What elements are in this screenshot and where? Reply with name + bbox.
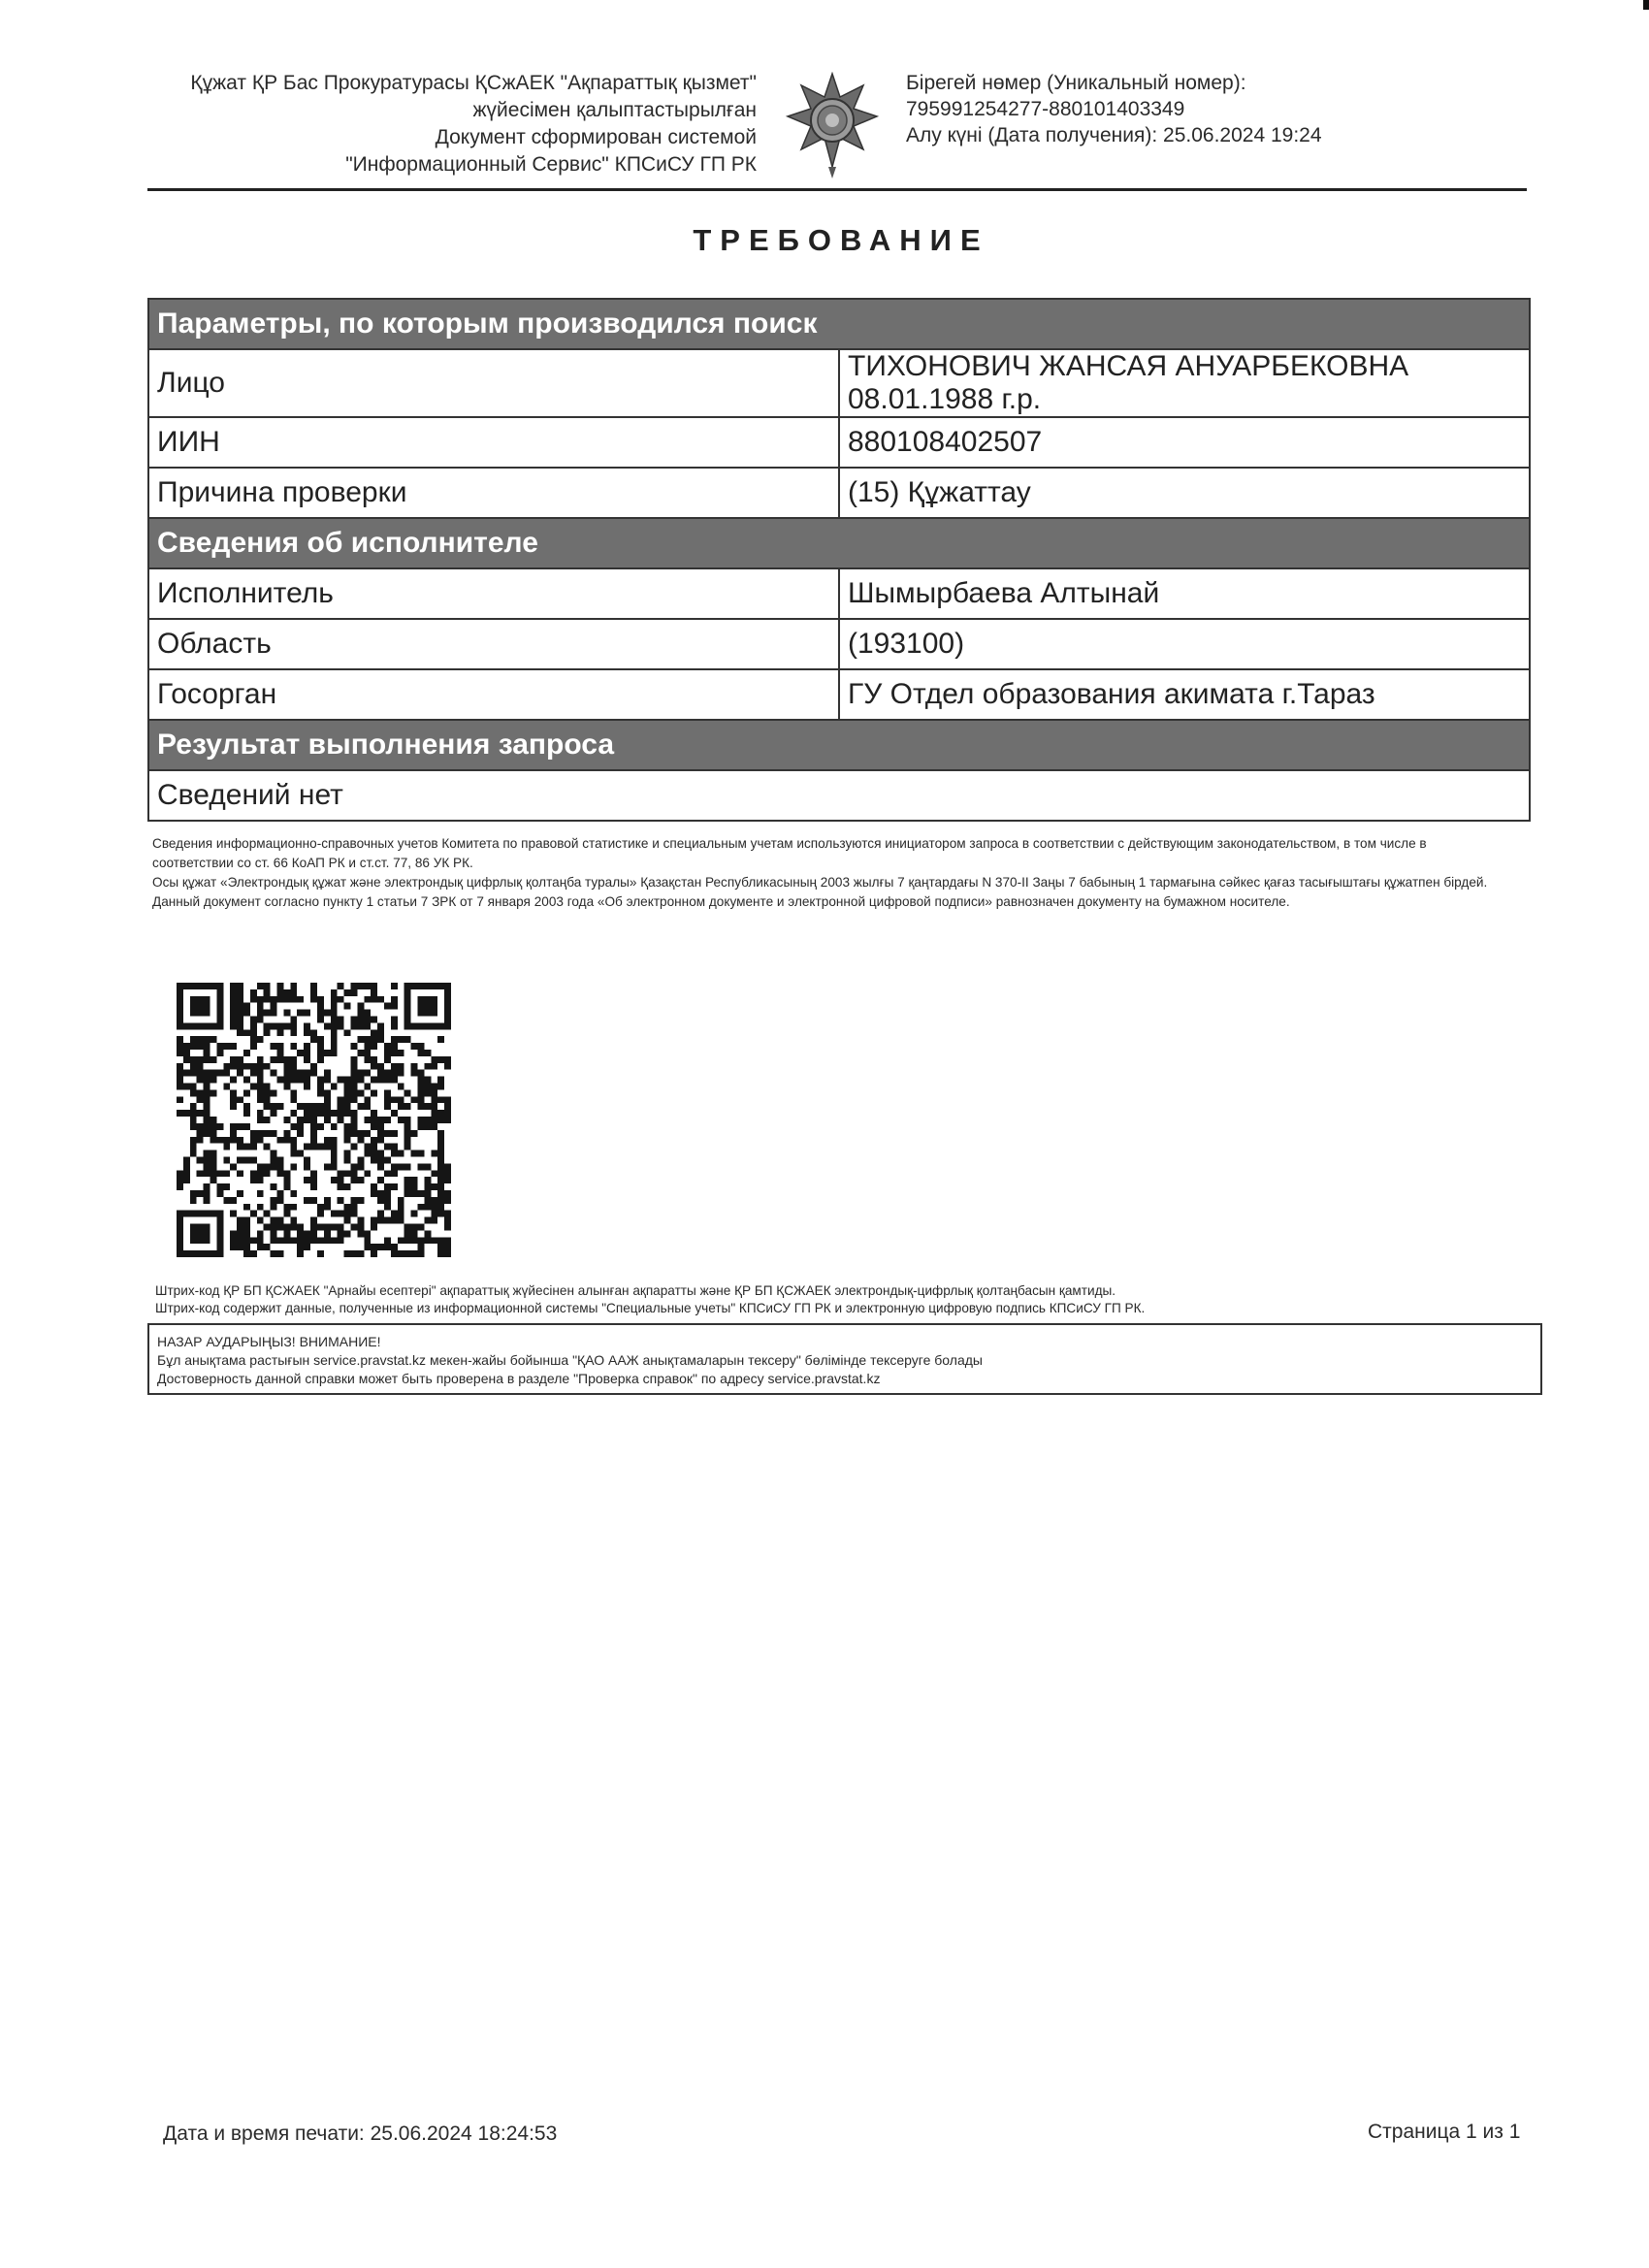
- attention-box: [147, 1323, 1542, 1395]
- table-row: [148, 468, 1530, 518]
- barcode-notes: [155, 1282, 1533, 1317]
- check-reason-value: (15) Құжаттау: [839, 468, 1530, 518]
- issuer-line: "Информационный Сервис" КПСиСУ ГП РК: [345, 153, 757, 176]
- legal-notes: [152, 834, 1510, 912]
- legal-note: Данный документ согласно пункту 1 статьи 7 ЗРК от 7 января 2003 года «Об электронном документе и электронной цифровой подписи» равнозначен документу на бумажном носителе.: [152, 894, 1290, 909]
- legal-note: Сведения информационно-справочных учетов Комитета по правовой статистике и специальным учетам используются инициатором запроса в соответствии с действующим законодательством, в том числе в соответствии со ст. 66 КоАП РК и ст.ст. 77, 86 УК РК.: [152, 836, 1427, 870]
- table-row: [148, 770, 1530, 821]
- print-datetime: Дата и время печати: 25.06.2024 18:24:53: [163, 2122, 558, 2145]
- header-divider: [147, 188, 1527, 191]
- page-number: Страница 1 из 1: [1368, 2121, 1521, 2143]
- legal-note: Осы құжат «Электрондық құжат және электрондық цифрлық қолтаңба туралы» Қазақстан Республикасының 2003 жылғы 7 қаңтардағы N 370-II Заңы 7 бабының 1 тармағына сәйкес қағаз тасығыштағы құжатпен бірдей.: [152, 875, 1488, 890]
- table-row: [148, 619, 1530, 669]
- received-date: Алу күні (Дата получения): 25.06.2024 19:24: [906, 124, 1322, 146]
- unique-number: 795991254277-880101403349: [906, 98, 1185, 120]
- person-value: ТИХОНОВИЧ ЖАНСАЯ АНУАРБЕКОВНА 08.01.1988 г.р.: [839, 349, 1530, 417]
- section-title: Параметры, по которым производился поиск: [148, 299, 1530, 349]
- iin-value: 880108402507: [839, 417, 1530, 468]
- attention-line: Бұл анықтама растығын service.pravstat.kz мекен-жайы бойынша "ҚАО ААЖ анықтамаларын тексеру" бөлімінде тексеруге болады: [157, 1352, 983, 1368]
- table-row: [148, 417, 1530, 468]
- table-row: [148, 568, 1530, 619]
- agency-value: ГУ Отдел образования акимата г.Тараз: [839, 669, 1530, 720]
- barcode-note: Штрих-код содержит данные, полученные из информационной системы "Специальные учеты" КПСиСУ ГП РК и электронную цифровую подпись КПСиСУ ГП РК.: [155, 1301, 1146, 1315]
- issuer-line: жүйесімен қалыптастырылған: [472, 99, 757, 121]
- result-value: Сведений нет: [148, 770, 1530, 821]
- row-label: Исполнитель: [148, 568, 839, 619]
- section-header-result: [148, 720, 1530, 770]
- section-header-search: [148, 299, 1530, 349]
- issuer-info: [136, 70, 757, 178]
- attention-heading: НАЗАР АУДАРЫҢЫЗ! ВНИМАНИЕ!: [157, 1334, 381, 1349]
- scan-edge-mark: [1643, 0, 1649, 10]
- executor-value: Шымырбаева Алтынай: [839, 568, 1530, 619]
- table-row: [148, 669, 1530, 720]
- table-row: [148, 349, 1530, 417]
- document-id-info: [906, 70, 1449, 148]
- row-label: Госорган: [148, 669, 839, 720]
- region-value: (193100): [839, 619, 1530, 669]
- attention-line: Достоверность данной справки может быть проверена в разделе "Проверка справок" по адресу service.pravstat.kz: [157, 1371, 881, 1386]
- barcode-note: Штрих-код ҚР БП ҚСЖАЕК "Арнайы есептері" ақпараттық жүйесінен алынған ақпаратты және ҚР БП ҚСЖАЕК электрондық-цифрлық қолтаңбасын қамтиды.: [155, 1283, 1116, 1298]
- row-label: Причина проверки: [148, 468, 839, 518]
- section-header-executor: [148, 518, 1530, 568]
- issuer-line: Документ сформирован системой: [435, 126, 757, 148]
- prosecutor-emblem-icon: [784, 72, 881, 180]
- row-label: Лицо: [148, 349, 839, 417]
- page-title: ТРЕБОВАНИЕ: [693, 223, 989, 257]
- requirement-table: [147, 298, 1531, 822]
- row-label: Область: [148, 619, 839, 669]
- unique-number-label: Бірегей нөмер (Уникальный номер):: [906, 72, 1246, 94]
- issuer-line: Құжат ҚР Бас Прокуратурасы ҚСжАЕК "Ақпараттық қызмет": [190, 72, 757, 94]
- section-title: Результат выполнения запроса: [148, 720, 1530, 770]
- section-title: Сведения об исполнителе: [148, 518, 1530, 568]
- qr-code: [177, 983, 451, 1257]
- row-label: ИИН: [148, 417, 839, 468]
